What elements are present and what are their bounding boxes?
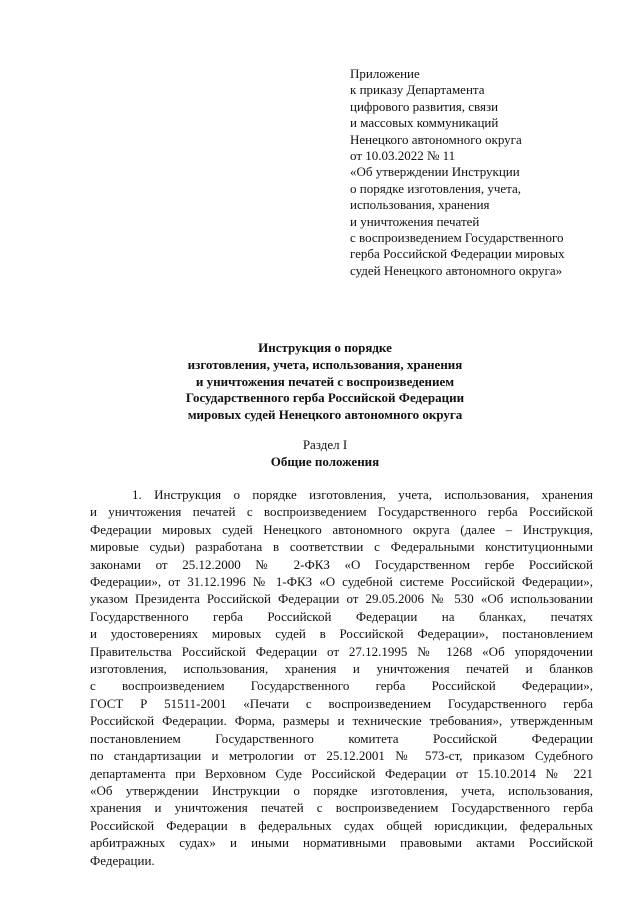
appendix-line: Приложение: [350, 66, 420, 81]
appendix-line: и массовых коммуникаций: [350, 115, 499, 131]
title-line: Инструкция о порядке: [258, 340, 392, 355]
paragraph-line: Российской Федерации в федеральных судах общей юрисдикции, федеральных: [90, 817, 593, 833]
paragraph-line: «Об утверждении Инструкции о порядке изготовления, учета, использования,: [90, 782, 593, 798]
appendix-block: [350, 66, 610, 279]
paragraph-line: и удостоверениях мировых судей в Российской Федерации», постановлением: [90, 626, 593, 642]
paragraph-line: хранения и уничтожения печатей с воспроизведением Государственного герба: [90, 800, 593, 816]
appendix-line: и уничтожения печатей: [350, 213, 480, 229]
paragraph-line: 1. Инструкция о порядке изготовления, учета, использования, хранения: [132, 487, 593, 502]
appendix-line: к приказу Департамента: [350, 82, 485, 98]
paragraph-line: законами от 25.12.2000 № 2-ФКЗ «О Государственном гербе Российской: [90, 556, 593, 572]
paragraph-line: департамента при Верховном Суде Российской Федерации от 15.10.2014 № 221: [90, 765, 593, 781]
paragraph-line: ГОСТ Р 51511-2001 «Печати с воспроизведением Государственного герба: [90, 695, 593, 711]
appendix-line: с воспроизведением Государственного: [350, 230, 564, 246]
paragraph-line: Государственного герба Российской Федерации на бланках, печатях: [90, 608, 593, 624]
section-title: Общие положения: [270, 454, 380, 469]
paragraph-line: Федерации.: [90, 852, 155, 868]
paragraph-1: [90, 486, 593, 869]
paragraph-line: и уничтожения печатей с воспроизведением Государственного герба Российской: [90, 504, 593, 520]
appendix-line: «Об утверждении Инструкции: [350, 164, 520, 180]
appendix-line: Ненецкого автономного округа: [350, 131, 522, 147]
title-line: Государственного герба Российской Федерации: [185, 390, 465, 406]
paragraph-line: Федерации», от 31.12.1996 № 1-ФКЗ «О судебной системе Российской Федерации»,: [90, 574, 593, 590]
paragraph-line: Федерации мировых судей Ненецкого автономного округа (далее – Инструкция,: [90, 521, 593, 537]
section-number: Раздел I: [302, 437, 348, 452]
title-line: и уничтожения печатей с воспроизведением: [195, 373, 455, 389]
paragraph-line: Правительства Российской Федерации от 27.12.1995 № 1268 «Об упорядочении: [90, 643, 593, 659]
paragraph-line: Российской Федерации. Форма, размеры и технические требования», утвержденным: [90, 713, 593, 729]
paragraph-line: с воспроизведением Государственного герба Российской Федерации»,: [90, 678, 593, 694]
title-line: изготовления, учета, использования, хранения: [187, 356, 463, 372]
appendix-line: цифрового развития, связи: [350, 98, 499, 114]
appendix-line: использования, хранения: [350, 197, 490, 213]
paragraph-line: указом Президента Российской Федерации от 29.05.2006 № 530 «Об использовании: [90, 591, 593, 607]
appendix-line: о порядке изготовления, учета,: [350, 180, 522, 196]
appendix-line: от 10.03.2022 № 11: [350, 148, 456, 164]
paragraph-line: по стандартизации и метрологии от 25.12.2001 № 573-ст, приказом Судебного: [90, 748, 593, 764]
appendix-line: герба Российской Федерации мировых: [350, 246, 565, 262]
title-line: мировых судей Ненецкого автономного округа: [187, 407, 463, 423]
document-title: [110, 340, 540, 424]
paragraph-line: постановлением Государственного комитета Российской Федерации: [90, 730, 593, 746]
paragraph-line: мировые судьи) разработана в соответствии с Федеральными конституционными: [90, 539, 593, 555]
paragraph-line: изготовления, использования, хранения и уничтожения печатей и бланков: [90, 661, 593, 677]
appendix-line: судей Ненецкого автономного округа»: [350, 262, 563, 278]
paragraph-line: арбитражных судах» и иными нормативными правовыми актами Российской: [90, 835, 593, 851]
